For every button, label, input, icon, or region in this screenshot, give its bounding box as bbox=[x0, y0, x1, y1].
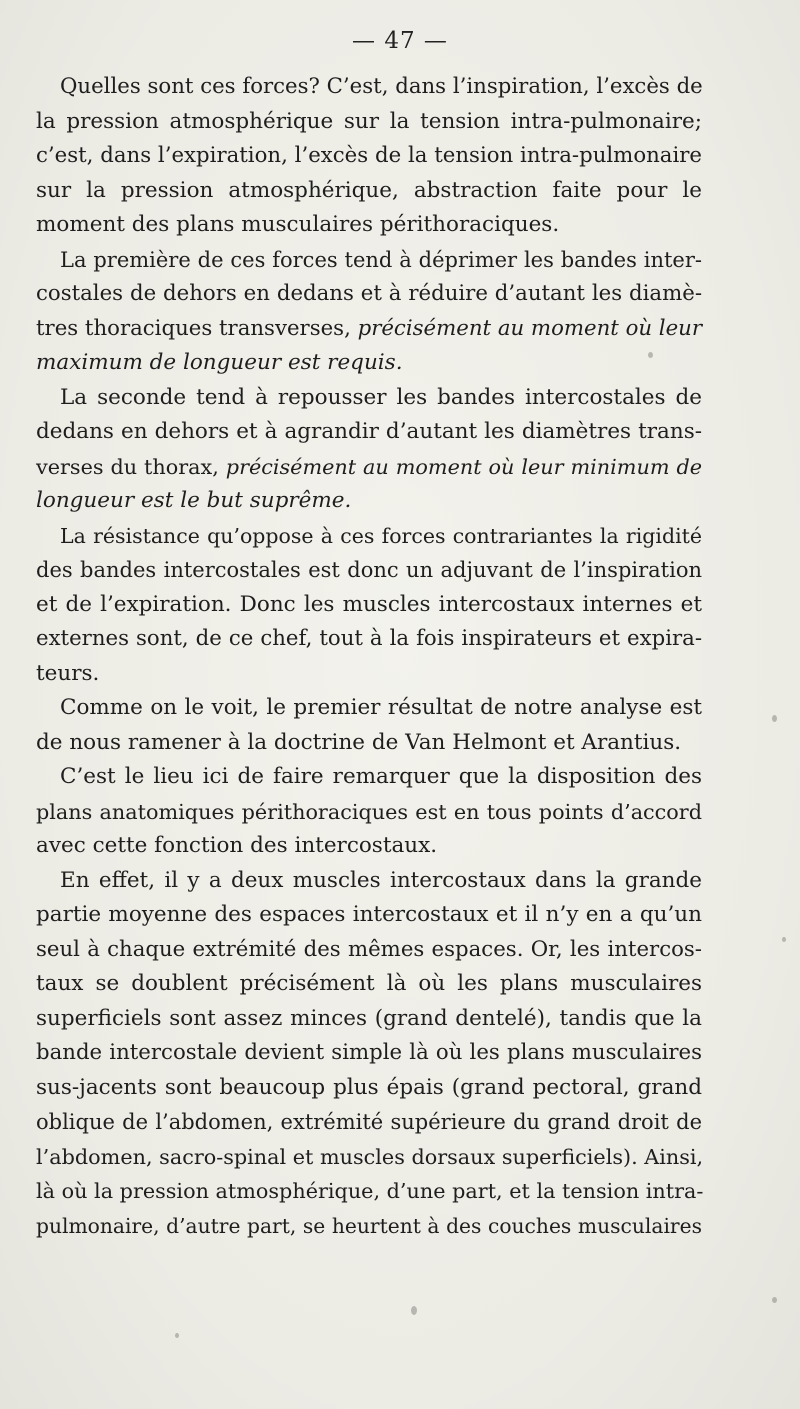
text-run: c’est, dans l’expiration, l’excès de la tension intra-pulmonaire bbox=[36, 143, 702, 168]
paper-speck bbox=[648, 352, 653, 358]
paper-speck bbox=[772, 1297, 777, 1303]
text-line bbox=[36, 864, 702, 899]
text-line bbox=[36, 208, 702, 243]
italic-text: maximum de longueur est requis. bbox=[36, 350, 403, 375]
text-run: plans anatomiques périthoraciques est en tous points d’accord bbox=[36, 799, 702, 824]
text-run: En effet, il y a deux muscles intercostaux dans la grande bbox=[60, 867, 702, 893]
text-run: oblique de l’abdomen, extrémité supérieure du grand droit de bbox=[36, 1110, 702, 1134]
text-line bbox=[36, 484, 702, 519]
text-line bbox=[36, 622, 702, 657]
text-run: La première de ces forces tend à déprimer les bandes inter- bbox=[60, 247, 702, 272]
text-run: des bandes intercostales est donc un adjuvant de l’inspiration bbox=[36, 558, 702, 582]
text-run: et de l’expiration. Donc les muscles intercostaux internes et bbox=[36, 591, 702, 617]
text-line bbox=[36, 933, 702, 968]
text-line bbox=[36, 450, 702, 485]
text-line bbox=[36, 70, 702, 105]
body-text bbox=[36, 70, 702, 1243]
text-line bbox=[36, 967, 702, 1002]
text-run: sur la pression atmosphérique, abstraction faite pour le bbox=[36, 177, 702, 203]
text-run: externes sont, de ce chef, tout à la fois inspirateurs et expira- bbox=[36, 626, 702, 651]
text-run: C’est le lieu ici de faire remarquer que la disposition des bbox=[60, 764, 702, 789]
text-run: costales de dehors en dedans et à réduire d’autant les diamè- bbox=[36, 281, 702, 306]
text-line bbox=[36, 105, 702, 140]
text-run: l’abdomen, sacro-spinal et muscles dorsaux superficiels). Ainsi, bbox=[36, 1144, 704, 1169]
text-run: bande intercostale devient simple là où les plans musculaires bbox=[36, 1040, 702, 1065]
text-line bbox=[36, 415, 702, 450]
text-run: pulmonaire, d’autre part, se heurtent à des couches musculaires bbox=[36, 1213, 702, 1238]
text-run: là où la pression atmosphérique, d’une part, et la tension intra- bbox=[36, 1179, 704, 1203]
text-line bbox=[36, 519, 702, 554]
text-line bbox=[36, 588, 702, 623]
text-run: seul à chaque extrémité des mêmes espaces. Or, les intercos- bbox=[36, 936, 702, 962]
text-line bbox=[36, 1071, 702, 1106]
text-run: sus-jacents sont beaucoup plus épais (grand pectoral, grand bbox=[36, 1074, 702, 1100]
text-line bbox=[36, 553, 702, 588]
text-run: Comme on le voit, le premier résultat de notre analyse est bbox=[60, 695, 702, 720]
text-line bbox=[36, 898, 702, 933]
text-line bbox=[36, 657, 702, 692]
text-run: avec cette fonction des intercostaux. bbox=[36, 833, 438, 858]
text-run: partie moyenne des espaces intercostaux et il n’y en a qu’un bbox=[36, 902, 702, 927]
text-line bbox=[36, 346, 702, 381]
text-run: Quelles sont ces forces? C’est, dans l’inspiration, l’excès de bbox=[60, 74, 703, 99]
italic-text: précisément au moment où leur minimum de bbox=[225, 454, 703, 479]
text-line bbox=[36, 691, 702, 726]
text-run: la pression atmosphérique sur la tension intra-pulmonaire; bbox=[36, 108, 702, 134]
text-line bbox=[36, 1209, 702, 1244]
text-line bbox=[36, 381, 702, 416]
text-line bbox=[36, 829, 702, 864]
text-line bbox=[36, 1036, 702, 1071]
text-run: La seconde tend à repousser les bandes intercostales de bbox=[60, 384, 702, 410]
paper-speck bbox=[411, 1306, 417, 1315]
text-line bbox=[36, 726, 702, 761]
italic-text: précisément au moment où leur bbox=[357, 315, 703, 341]
text-run: La résistance qu’oppose à ces forces contrariantes la rigidité bbox=[60, 523, 702, 548]
text-line bbox=[36, 312, 702, 347]
text-line bbox=[36, 1140, 702, 1175]
text-run: de nous ramener à la doctrine de Van Helmont et Arantius. bbox=[36, 729, 682, 755]
text-run: moment des plans musculaires périthoraciques. bbox=[36, 212, 560, 237]
text-line bbox=[36, 243, 702, 278]
text-line bbox=[36, 1105, 702, 1140]
text-run: tres thoraciques transverses, bbox=[36, 315, 358, 341]
text-run: teurs. bbox=[36, 660, 100, 686]
text-run: dedans en dehors et à agrandir d’autant les diamètres trans- bbox=[36, 419, 702, 444]
text-line bbox=[36, 1002, 702, 1037]
text-line bbox=[36, 139, 702, 174]
text-run: superficiels sont assez minces (grand dentelé), tandis que la bbox=[36, 1005, 702, 1031]
paper-speck bbox=[772, 715, 777, 722]
text-line bbox=[36, 277, 702, 312]
text-line bbox=[36, 760, 702, 795]
text-run: verses du thorax, bbox=[36, 454, 226, 479]
italic-text: longueur est le but suprême. bbox=[36, 488, 352, 513]
paper-speck bbox=[782, 937, 786, 942]
text-line bbox=[36, 1174, 702, 1209]
text-run: taux se doublent précisément là où les plans musculaires bbox=[36, 971, 702, 996]
text-line bbox=[36, 174, 702, 209]
paper-speck bbox=[175, 1333, 179, 1338]
text-line bbox=[36, 795, 702, 830]
page-number: — 47 — bbox=[352, 28, 448, 54]
